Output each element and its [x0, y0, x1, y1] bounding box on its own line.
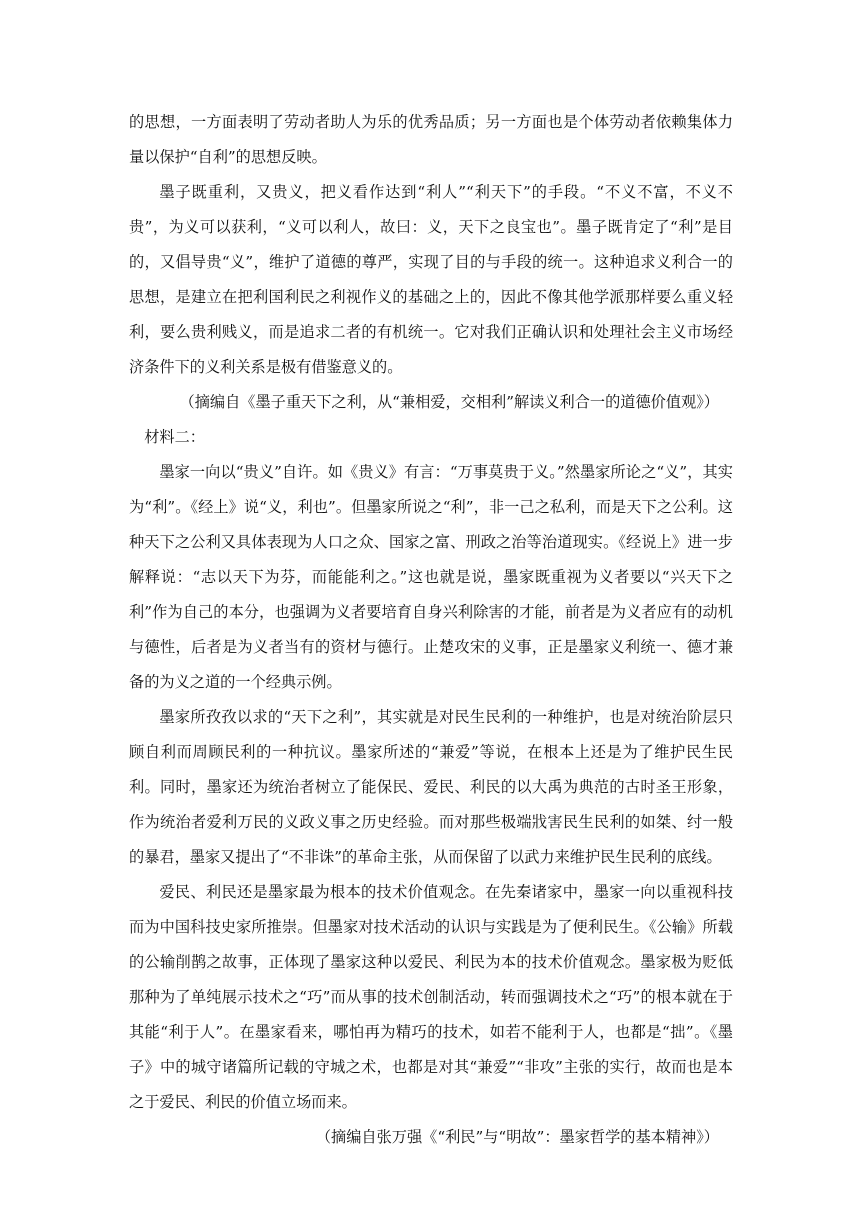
paragraph-mozi-yili: 墨子既重利，又贵义，把义看作达到“利人”“利天下”的手段。“不义不富，不义不贵”，为义可以获利，“义可以利人，故曰：义，天下之良宝也”。墨子既肯定了“利”是目的，又倡导贵“义”，维护了道德的尊严，实现了目的与手段的统一。这种追求义利合一的思想，是建立在把利国利民之利视作义的基础之上的，因此不像其他学派那样要么重义轻利，要么贵利贱义，而是追求二者的有机统一。它对我们正确认识和处理社会主义市场经济条件下的义利关系是极有借鉴意义的。 [129, 183, 733, 376]
paragraph-continuation: 的思想，一方面表明了劳动者助人为乐的优秀品质；另一方面也是个体劳动者依赖集体力量以保护“自利”的思想反映。 [129, 113, 733, 166]
paragraph-technology-values: 爱民、利民还是墨家最为根本的技术价值观念。在先秦诸家中，墨家一向以重视科技而为中国科技史家所推崇。但墨家对技术活动的认识与实践是为了便利民生。《公输》所载的公输削鹊之故事，正体现了墨家这种以爱民、利民为本的技术价值观念。墨家极为贬低那种为了单纯展示技术之“巧”而从事的技术创制活动，转而强调技术之“巧”的根本就在于其能“利于人”。在墨家看来，哪怕再为精巧的技术，如若不能利于人，也都是“拙”。《墨子》中的城守诸篇所记载的守城之术，也都是对其“兼爱”“非攻”主张的实行，故而也是本之于爱民、利民的价值立场而来。 [129, 883, 733, 1111]
source-citation-2: （摘编自张万强《“利民”与“明故”：墨家哲学的基本精神》） [315, 1128, 719, 1146]
section-label-material-2: 材料二： [144, 428, 205, 446]
paragraph-guiyi: 墨家一向以“贵义”自许。如《贵义》有言：“万事莫贵于义。”然墨家所论之“义”，其实为“利”。《经上》说“义，利也”。但墨家所说之“利”，非一己之私利，而是天下之公利。这种天下之公利又具体表现为人口之众、国家之富、刑政之治等治道现实。《经说上》进一步解释说：“志以天下为芬，而能能利之。”这也就是说，墨家既重视为义者要以“兴天下之利”作为自己的本分，也强调为义者要培育自身兴利除害的才能，前者是为义者应有的动机与德性，后者是为义者当有的资材与德行。止楚攻宋的义事，正是墨家义利统一、德才兼备的为义之道的一个经典示例。 [129, 463, 733, 691]
source-citation-1: （摘编自《墨子重天下之利，从“兼相爱，交相利”解读义利合一的道德价值观》） [179, 393, 719, 411]
paragraph-tianxia-zhili: 墨家所孜孜以求的“天下之利”，其实就是对民生民利的一种维护，也是对统治阶层只顾自利而周顾民利的一种抗议。墨家所述的“兼爱”等说，在根本上还是为了维护民生民利。同时，墨家还为统治者树立了能保民、爱民、利民的以大禹为典范的古时圣王形象，作为统治者爱利万民的义政义事之历史经验。而对那些极端戕害民生民利的如桀、纣一般的暴君，墨家又提出了“不非诛”的革命主张，从而保留了以武力来维护民生民利的底线。 [129, 708, 733, 866]
